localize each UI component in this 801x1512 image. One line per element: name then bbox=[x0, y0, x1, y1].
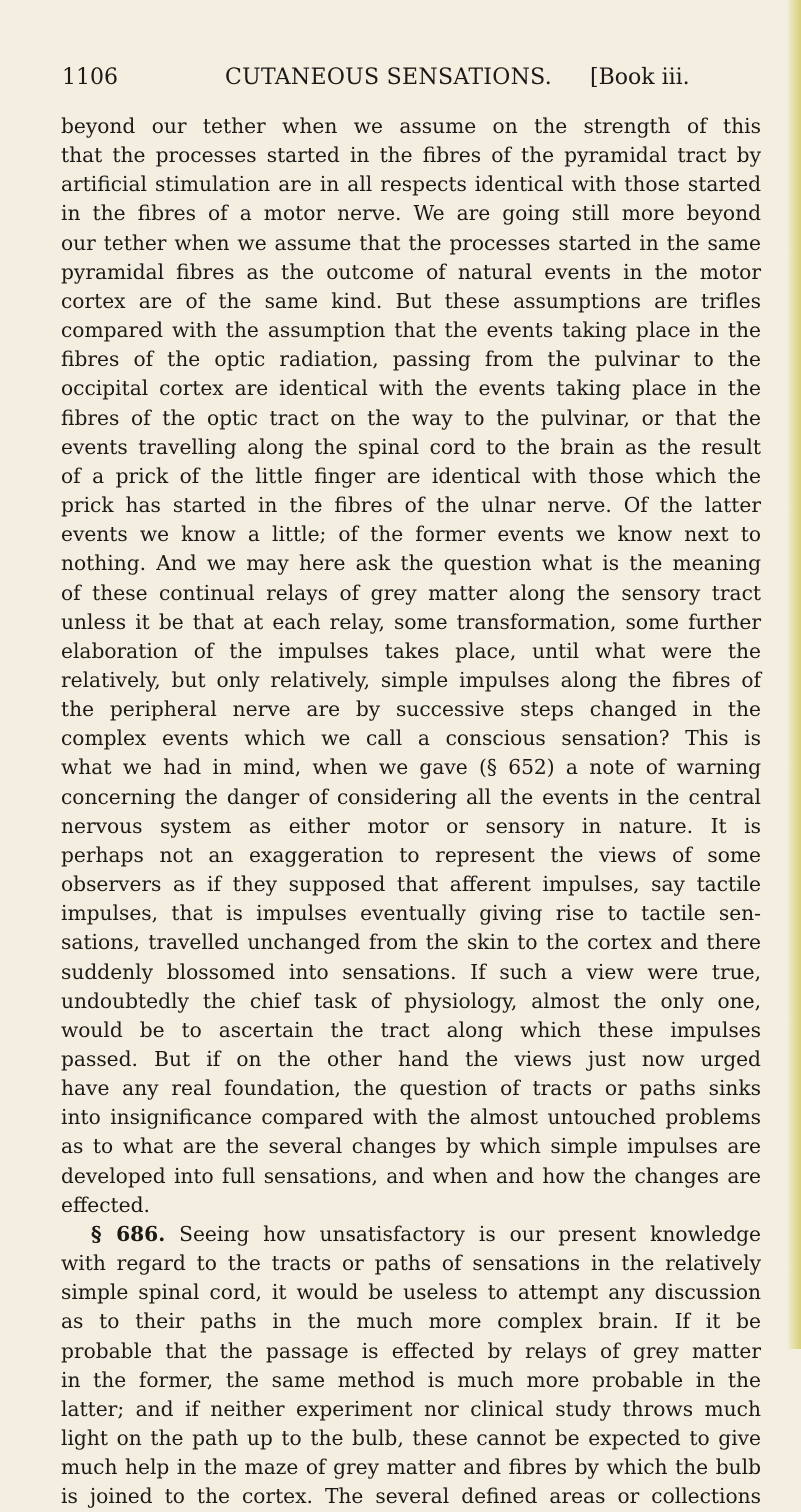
text-line: cortex are of the same kind. But these assumptions are trifles bbox=[61, 288, 761, 313]
text-line: relatively, but only relatively, simple impulses along the fibres of bbox=[61, 667, 761, 692]
running-header bbox=[62, 66, 762, 98]
text-line: into insignificance compared with the almost untouched problems bbox=[61, 1105, 761, 1130]
paragraph-section-686 bbox=[61, 1220, 761, 1512]
text-line: events travelling along the spinal cord to the brain as the result bbox=[61, 434, 761, 459]
text-line: nervous system as either motor or sensory in nature. It is bbox=[61, 813, 761, 838]
text-line: passed. But if on the other hand the views just now urged bbox=[61, 1047, 761, 1071]
text-line: complex events which we call a conscious sensation? This is bbox=[61, 726, 761, 751]
text-line: much help in the maze of grey matter and fibres by which the bulb bbox=[61, 1455, 761, 1480]
running-title: CUTANEOUS SENSATIONS. bbox=[225, 65, 553, 90]
text-line: events we know a little; of the former events we know next to bbox=[61, 522, 761, 547]
text-line: suddenly blossomed into sensations. If such a view were true, bbox=[61, 959, 761, 984]
text-line: impulses, that is impulses eventually giving rise to tactile sen- bbox=[61, 901, 761, 926]
text-line: compared with the assumption that the events taking place in the bbox=[61, 318, 761, 343]
text-line: sations, travelled unchanged from the skin to the cortex and there bbox=[61, 930, 761, 955]
text-line: artificial stimulation are in all respects identical with those started bbox=[61, 172, 761, 197]
text-line: probable that the passage is effected by relays of grey matter bbox=[61, 1338, 761, 1363]
text-line: elaboration of the impulses takes place, until what were the bbox=[61, 638, 761, 663]
text-line: undoubtedly the chief task of physiology, almost the only one, bbox=[61, 988, 761, 1013]
text-line: developed into full sensations, and when and how the changes are bbox=[61, 1163, 761, 1188]
text-line: in the fibres of a motor nerve. We are going still more beyond bbox=[61, 201, 761, 226]
text-line-rest: Seeing how unsatisfactory is our present knowledge bbox=[179, 1221, 761, 1246]
text-line: the peripheral nerve are by successive steps changed in the bbox=[61, 697, 761, 722]
text-line: in the former, the same method is much more probable in the bbox=[61, 1367, 761, 1392]
text-line bbox=[61, 1220, 761, 1249]
text-line: prick has started in the fibres of the ulnar nerve. Of the latter bbox=[61, 493, 761, 518]
text-line: light on the path up to the bulb, these cannot be expected to give bbox=[61, 1426, 761, 1451]
text-line: effected. bbox=[61, 1192, 150, 1217]
text-line: latter; and if neither experiment nor clinical study throws much bbox=[61, 1396, 761, 1421]
page-edge bbox=[787, 0, 801, 1349]
text-line: what we had in mind, when we gave (§ 652) a note of warning bbox=[61, 755, 761, 780]
text-line: concerning the danger of considering all the events in the central bbox=[61, 784, 761, 809]
text-line: is joined to the cortex. The several defined areas or collections bbox=[61, 1484, 761, 1509]
text-line: perhaps not an exaggeration to represent the views of some bbox=[61, 842, 761, 867]
book-reference: [Book iii. bbox=[590, 65, 690, 90]
page-number: 1106 bbox=[62, 65, 118, 90]
text-line: would be to ascertain the tract along which these impulses bbox=[61, 1017, 761, 1042]
text-line: pyramidal fibres as the outcome of natural events in the motor bbox=[61, 259, 761, 284]
text-line: unless it be that at each relay, some transformation, some further bbox=[61, 609, 761, 634]
text-line: our tether when we assume that the processes started in the same bbox=[61, 230, 761, 255]
text-line: occipital cortex are identical with the events taking place in the bbox=[61, 376, 761, 401]
text-line: of these continual relays of grey matter along the sensory tract bbox=[61, 580, 761, 605]
text-line: observers as if they supposed that afferent impulses, say tactile bbox=[61, 872, 761, 897]
section-number: § 686. bbox=[91, 1221, 166, 1246]
text-line: as to what are the several changes by which simple impulses are bbox=[61, 1134, 761, 1159]
text-line: nothing. And we may here ask the question what is the meaning bbox=[61, 551, 761, 576]
text-line: as to their paths in the much more complex brain. If it be bbox=[61, 1309, 761, 1334]
text-line: of a prick of the little finger are identical with those which the bbox=[61, 463, 761, 488]
text-line: simple spinal cord, it would be useless to attempt any discussion bbox=[61, 1280, 761, 1305]
text-line: beyond our tether when we assume on the strength of this bbox=[61, 114, 761, 138]
text-line: that the processes started in the fibres of the pyramidal tract by bbox=[61, 143, 761, 168]
body-text bbox=[61, 112, 761, 1512]
text-line: with regard to the tracts or paths of sensations in the relatively bbox=[61, 1251, 761, 1276]
text-line: fibres of the optic tract on the way to the pulvinar, or that the bbox=[61, 405, 761, 430]
paragraph-continuation bbox=[61, 112, 761, 1220]
text-line: have any real foundation, the question of tracts or paths sinks bbox=[61, 1076, 761, 1101]
text-line: fibres of the optic radiation, passing from the pulvinar to the bbox=[61, 347, 761, 372]
